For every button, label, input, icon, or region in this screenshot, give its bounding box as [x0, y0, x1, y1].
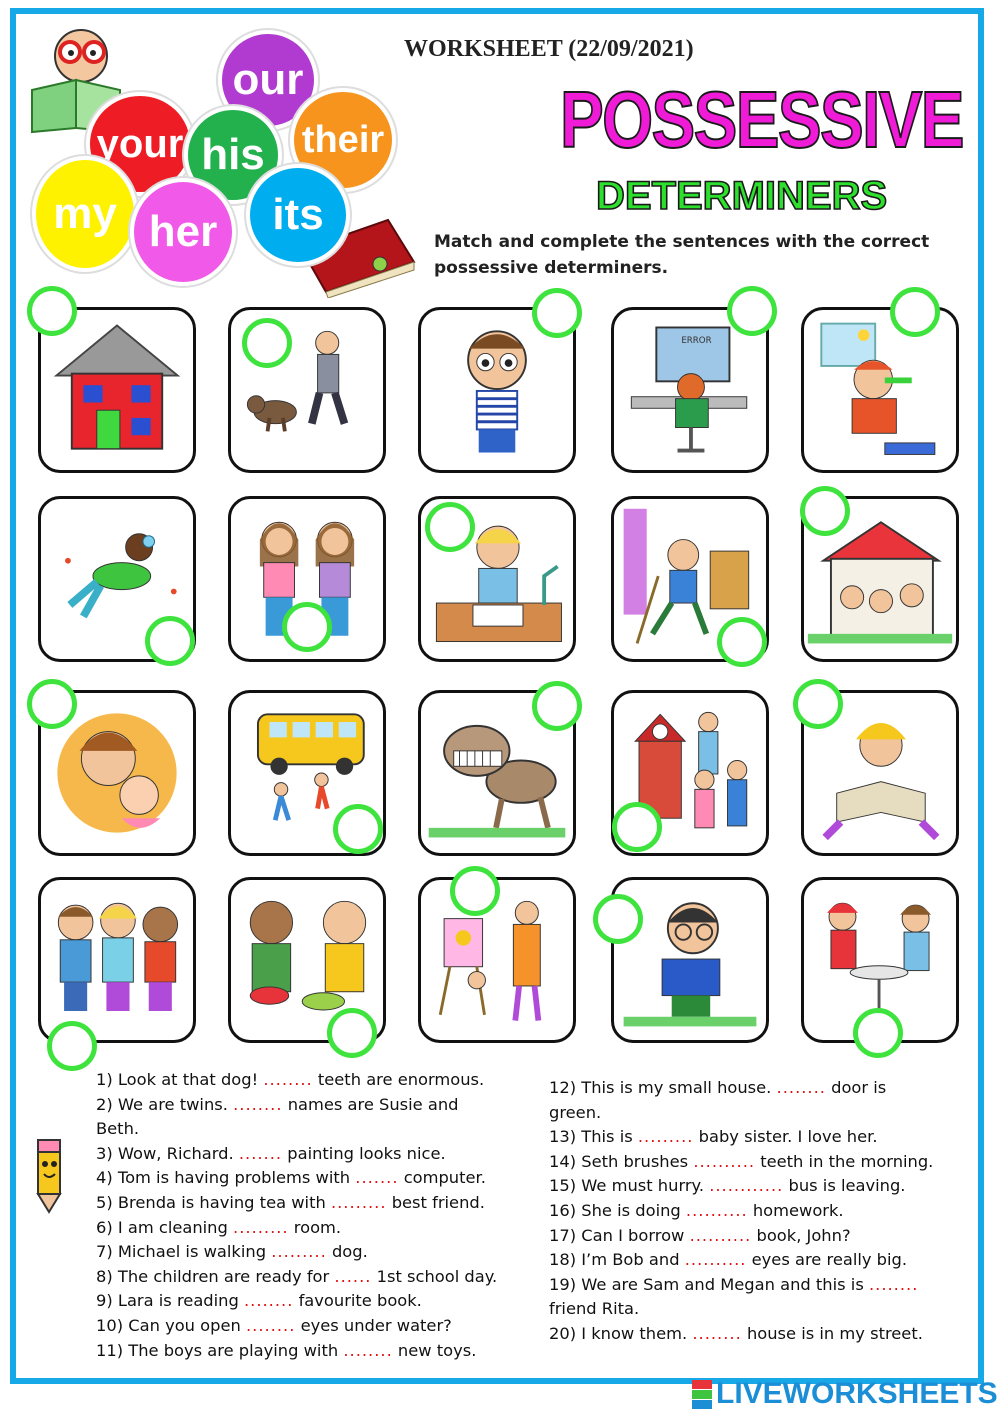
three-children-icon — [41, 880, 193, 1040]
answer-blank[interactable]: .......... — [693, 1151, 756, 1171]
sentence-line: Beth. — [96, 1119, 140, 1139]
sentence-line: 3) Wow, Richard. ....... painting looks nice. — [96, 1143, 446, 1163]
bubble-its: its — [246, 164, 350, 266]
sentence-line: 17) Can I borrow .......... book, John? — [549, 1225, 851, 1245]
answer-blank[interactable]: ...... — [334, 1266, 372, 1286]
sentence-line: 1) Look at that dog! ........ teeth are enormous. — [96, 1070, 485, 1089]
answer-drop-circle[interactable] — [853, 1008, 903, 1058]
boy-brushing-teeth-icon — [804, 310, 956, 470]
answer-blank[interactable]: ....... — [355, 1168, 399, 1188]
answer-drop-circle[interactable] — [282, 602, 332, 652]
sentence-line: 2) We are twins. ........ names are Susie and — [96, 1094, 459, 1114]
sentence-line: 12) This is my small house. ........ door is — [549, 1078, 887, 1097]
answer-blank[interactable]: ........ — [243, 1291, 294, 1311]
svg-text:ERROR: ERROR — [681, 335, 712, 346]
sentence-line: 14) Seth brushes .......... teeth in the morning. — [549, 1151, 934, 1171]
bubble-our: our — [218, 30, 318, 130]
answer-blank[interactable]: .......... — [685, 1200, 748, 1220]
red-house-icon — [41, 310, 193, 470]
sentence-line: friend Rita. — [549, 1299, 640, 1319]
liveworksheets-logo-icon — [692, 1380, 712, 1410]
sentence-line: 11) The boys are playing with ........ new toys. — [96, 1340, 477, 1360]
answer-drop-circle[interactable] — [327, 1008, 377, 1058]
bubble-her: her — [130, 178, 236, 286]
answer-drop-circle[interactable] — [242, 318, 292, 368]
answer-blank[interactable]: ......... — [637, 1127, 694, 1147]
answer-drop-circle[interactable] — [27, 286, 77, 336]
sentence-line: 6) I am cleaning ......... room. — [96, 1217, 342, 1237]
answer-drop-circle[interactable] — [27, 679, 77, 729]
bubble-his: his — [184, 106, 282, 204]
answer-drop-circle[interactable] — [532, 288, 582, 338]
sentence-line: green. — [549, 1102, 602, 1122]
answer-drop-circle[interactable] — [800, 486, 850, 536]
answer-blank[interactable]: ......... — [330, 1192, 387, 1212]
answer-drop-circle[interactable] — [593, 894, 643, 944]
liveworksheets-brand: LIVEWORKSHEETS — [716, 1377, 998, 1410]
worksheet-date-title: WORKSHEET (22/09/2021) — [404, 36, 694, 62]
sentence-line: 19) We are Sam and Megan and this is ........ — [549, 1274, 919, 1294]
answer-blank[interactable]: ........ — [263, 1070, 313, 1089]
answer-drop-circle[interactable] — [333, 804, 383, 854]
answer-blank[interactable]: ........ — [343, 1340, 393, 1360]
page-subtitle: DETERMINERS — [596, 174, 888, 218]
page-title: POSSESSIVE — [560, 75, 963, 164]
instructions: Match and complete the sentences with the correct possessive determiners. — [434, 232, 930, 278]
answer-drop-circle[interactable] — [425, 502, 475, 552]
answer-blank[interactable]: ........ — [776, 1078, 826, 1097]
answer-blank[interactable]: ........ — [245, 1315, 296, 1335]
answer-blank[interactable]: ........ — [233, 1094, 283, 1114]
answer-blank[interactable]: ........ — [692, 1323, 742, 1343]
answer-blank[interactable]: .......... — [684, 1250, 747, 1270]
answer-blank[interactable]: ........ — [868, 1274, 919, 1294]
sentence-line: 8) The children are ready for ...... 1st school day. — [96, 1266, 498, 1286]
sentence-line: 16) She is doing .......... homework. — [549, 1200, 844, 1220]
answer-drop-circle[interactable] — [47, 1021, 97, 1071]
sentence-line: 5) Brenda is having tea with ......... best friend. — [96, 1192, 485, 1212]
answer-drop-circle[interactable] — [727, 286, 777, 336]
answer-drop-circle[interactable] — [890, 287, 940, 337]
picture-card-boy-brushing-teeth — [801, 307, 959, 473]
bubble-my: my — [32, 156, 138, 272]
answer-drop-circle[interactable] — [450, 866, 500, 916]
answer-drop-circle[interactable] — [717, 617, 767, 667]
answer-drop-circle[interactable] — [532, 681, 582, 731]
answer-blank[interactable]: ......... — [271, 1242, 327, 1262]
sentence-line: 4) Tom is having problems with ....... computer. — [96, 1168, 486, 1188]
boy-painting-icon — [421, 880, 573, 1040]
answer-drop-circle[interactable] — [145, 616, 195, 666]
sentence-line: 13) This is ......... baby sister. I love her. — [549, 1127, 878, 1147]
answer-blank[interactable]: ......... — [233, 1217, 289, 1237]
sentence-line: 10) Can you open ........ eyes under water? — [96, 1315, 452, 1335]
answer-blank[interactable]: ............ — [709, 1176, 784, 1196]
sentences-right — [549, 1076, 969, 1347]
picture-card-three-children — [38, 877, 196, 1043]
sentence-line: 18) I’m Bob and .......... eyes are really big. — [549, 1250, 908, 1270]
answer-blank[interactable]: ....... — [238, 1143, 283, 1163]
sentence-line: 15) We must hurry. ............ bus is leaving. — [549, 1176, 906, 1196]
sentences-left — [96, 1068, 546, 1363]
answer-blank[interactable]: .......... — [689, 1225, 752, 1245]
sentence-line: 9) Lara is reading ........ favourite book. — [96, 1291, 422, 1311]
bubble-your: your — [86, 92, 194, 196]
sentence-line: 7) Michael is walking ......... dog. — [96, 1242, 368, 1262]
bubble-their: their — [290, 88, 396, 192]
answer-drop-circle[interactable] — [793, 679, 843, 729]
pencil-mascot-icon — [28, 1136, 72, 1216]
answer-drop-circle[interactable] — [612, 802, 662, 852]
sentence-line: 20) I know them. ........ house is in my street. — [549, 1323, 923, 1343]
